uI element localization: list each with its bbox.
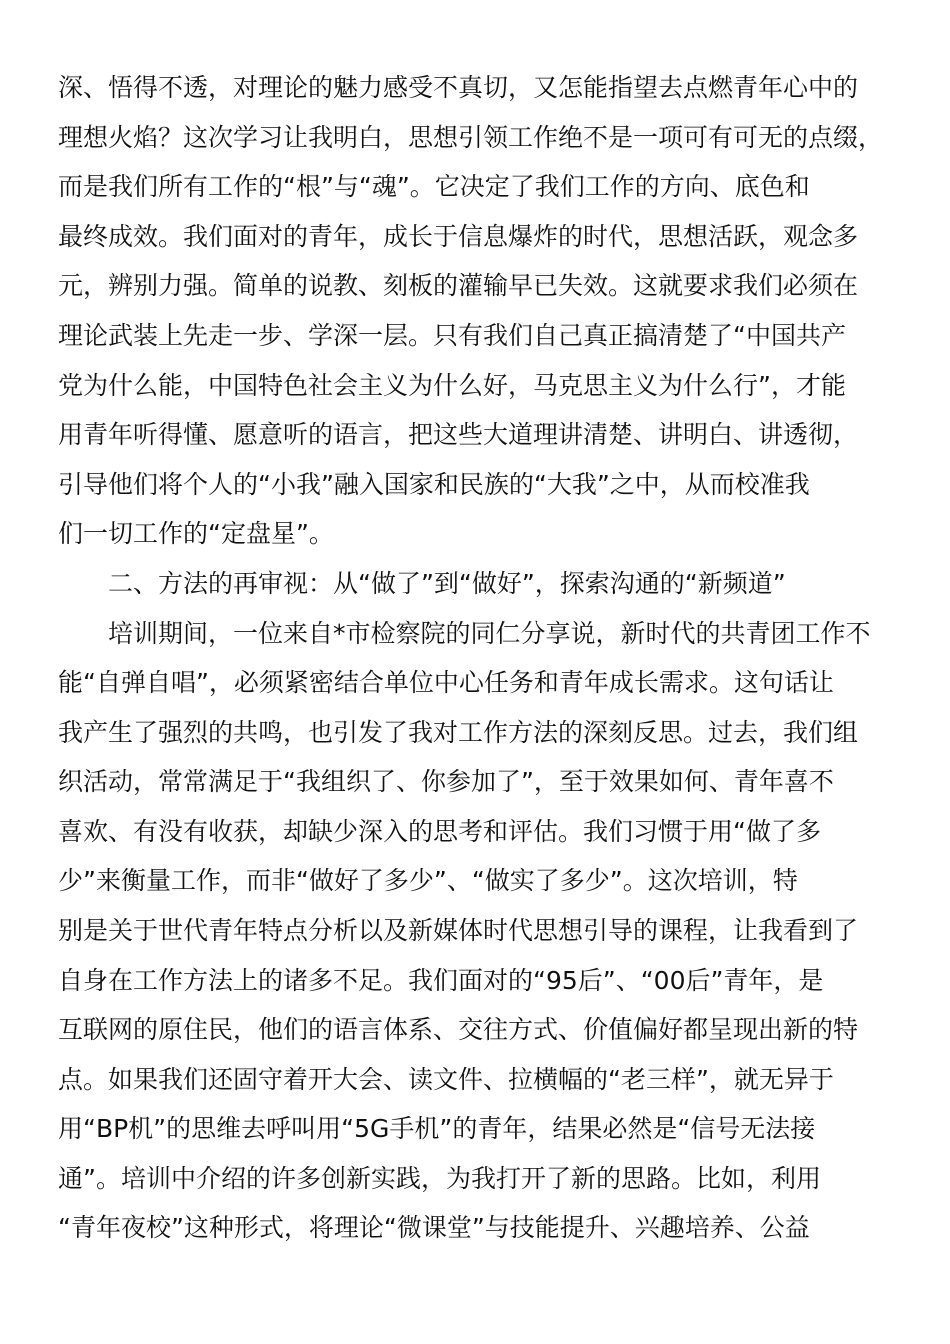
text-line: 喜欢、有没有收获，却缺少深入的思考和评估。我们习惯于用“做了多 [58, 817, 821, 846]
text-line: 点。如果我们还固守着开大会、读文件、拉横幅的“老三样”，就无异于 [58, 1065, 834, 1094]
text-line: 织活动，常常满足于“我组织了、你参加了”，至于效果如何、青年喜不 [58, 767, 834, 796]
text-line: 党为什么能，中国特色社会主义为什么好，马克思主义为什么行”，才能 [58, 371, 846, 400]
paragraph-first-line: 培训期间，一位来自*市检察院的同仁分享说，新时代的共青团工作不 [108, 619, 871, 648]
text-line: 少”来衡量工作，而非“做好了多少”、“做实了多少”。这次培训，特 [58, 866, 798, 895]
text-line: 互联网的原住民，他们的语言体系、交往方式、价值偏好都呈现出新的特 [58, 1015, 859, 1044]
text-line: 通”。培训中介绍的许多创新实践，为我打开了新的思路。比如，利用 [58, 1164, 821, 1193]
text-line: “青年夜校”这种形式，将理论“微课堂”与技能提升、兴趣培养、公益 [58, 1213, 810, 1242]
text-line: 元，辨别力强。简单的说教、刻板的灌输早已失效。这就要求我们必须在 [58, 271, 859, 300]
section-heading: 二、方法的再审视：从“做了”到“做好”，探索沟通的“新频道” [108, 569, 786, 598]
text-line: 最终成效。我们面对的青年，成长于信息爆炸的时代，思想活跃，观念多 [58, 222, 859, 251]
text-line: 们一切工作的“定盘星”。 [58, 519, 334, 548]
text-line: 自身在工作方法上的诸多不足。我们面对的“95后”、“00后”青年，是 [58, 966, 824, 995]
text-line: 用青年听得懂、愿意听的语言，把这些大道理讲清楚、讲明白、讲透彻， [58, 420, 859, 449]
text-line: 深、悟得不透，对理论的魅力感受不真切，又怎能指望去点燃青年心中的 [58, 73, 859, 102]
text-line: 理想火焰？这次学习让我明白，思想引领工作绝不是一项可有可无的点缀， [58, 123, 884, 152]
text-line: 用“BP机”的思维去呼叫用“5G手机”的青年，结果必然是“信号无法接 [58, 1114, 816, 1143]
text-line: 理论武装上先走一步、学深一层。只有我们自己真正搞清楚了“中国共产 [58, 321, 846, 350]
text-line: 我产生了强烈的共鸣，也引发了我对工作方法的深刻反思。过去，我们组 [58, 718, 859, 747]
text-line: 而是我们所有工作的“根”与“魂”。它决定了我们工作的方向、底色和 [58, 172, 810, 201]
text-line: 别是关于世代青年特点分析以及新媒体时代思想引导的课程，让我看到了 [58, 916, 859, 945]
text-line: 引导他们将个人的“小我”融入国家和民族的“大我”之中，从而校准我 [58, 470, 810, 499]
text-line: 能“自弹自唱”，必须紧密结合单位中心任务和青年成长需求。这句话让 [58, 668, 834, 697]
